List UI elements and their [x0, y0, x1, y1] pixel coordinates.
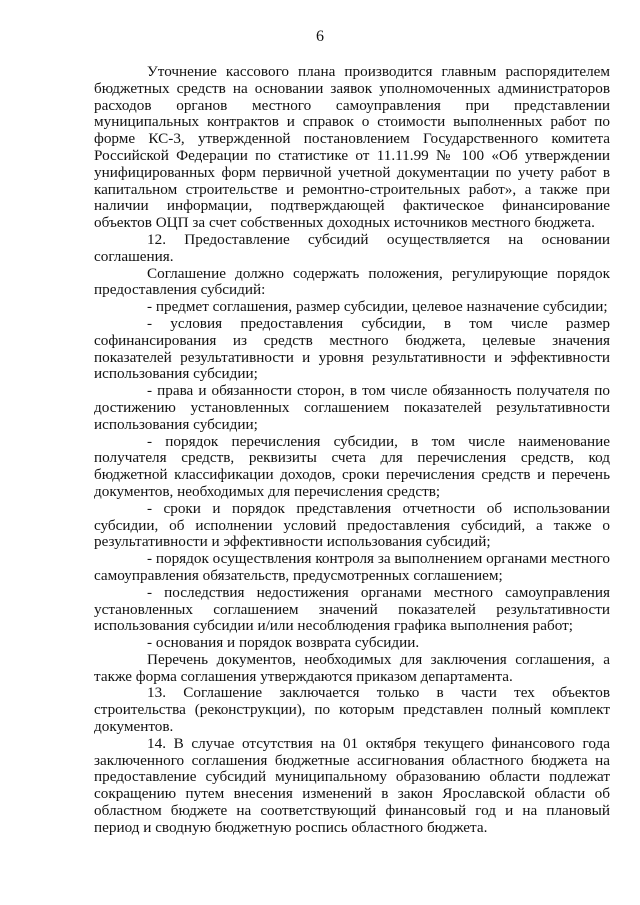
- paragraph-12: 12. Предоставление субсидий осуществляется на основании соглашения.: [94, 230, 610, 265]
- bullet-transfer-order: - порядок перечисления субсидии, в том числе наименование получателя средств, реквизиты счета для перечисления средств, код бюджетной классификации доходов, сроки перечисления средств и перечень документов, необходимых для перечисления средств;: [94, 432, 610, 500]
- document-body: [94, 64, 610, 837]
- bullet-return: - основания и порядок возврата субсидии.: [147, 634, 420, 652]
- paragraph-13: 13. Соглашение заключается только в части тех объектов строительства (реконструкции), по которым представлен полный комплект документов.: [94, 684, 610, 736]
- page-number: 6: [316, 28, 324, 45]
- paragraph-14: 14. В случае отсутствия на 01 октября текущего финансового года заключенного соглашения бюджетные ассигнования областного бюджета на предоставление субсидий муниципальному образованию области подлежат сокращению путем внесения изменений в закон Ярославской области об областном бюджете на соответствующий финансовый год и на плановый период и сводную бюджетную роспись областного бюджета.: [94, 734, 610, 836]
- bullet-rights: - права и обязанности сторон, в том числе обязанность получателя по достижению установленных соглашением показателей результативности использования субсидии;: [94, 382, 610, 433]
- bullet-consequences: - последствия недостижения органами местного самоуправления установленных соглашением значений показателей результативности использования субсидии и/или несоблюдения графика выполнения работ;: [94, 583, 610, 635]
- paragraph-cash-plan: Уточнение кассового плана производится главным распорядителем бюджетных средств на основании заявок уполномоченных администраторов расходов органов местного самоуправления при представлении муниципальных контрактов и справок о стоимости выполненных работ по форме КС-3, утвержденной постановлением Государственного комитета Российской Федерации по статистике от 11.11.99 № 100 «Об утверждении унифицированных форм первичной учетной документации по учету работ в капитальном строительстве и ремонтно-строительных работ», а также при наличии информации, подтверждающей фактическое финансирование объектов ОЦП за счет собственных доходных источников местного бюджета.: [94, 63, 610, 232]
- paragraph-agreement-provisions: Соглашение должно содержать положения, регулирующие порядок предоставления субсидий:: [94, 264, 610, 299]
- paragraph-documents-list: Перечень документов, необходимых для заключения соглашения, а также форма соглашения утверждаются приказом департамента.: [94, 650, 610, 685]
- bullet-control: - порядок осуществления контроля за выполнением органами местного самоуправления обязательств, предусмотренных соглашением;: [94, 550, 610, 584]
- bullet-reporting: - сроки и порядок представления отчетности об использовании субсидии, об исполнении условий предоставления субсидий, а также о результативности и эффективности использования субсидий;: [94, 499, 610, 551]
- bullet-subject: - предмет соглашения, размер субсидии, целевое назначение субсидии;: [147, 298, 608, 316]
- bullet-conditions: - условия предоставления субсидии, в том числе размер софинансирования из средств местного бюджета, целевые значения показателей результативности и уровня результативности и эффективности использования субсидии;: [94, 314, 610, 383]
